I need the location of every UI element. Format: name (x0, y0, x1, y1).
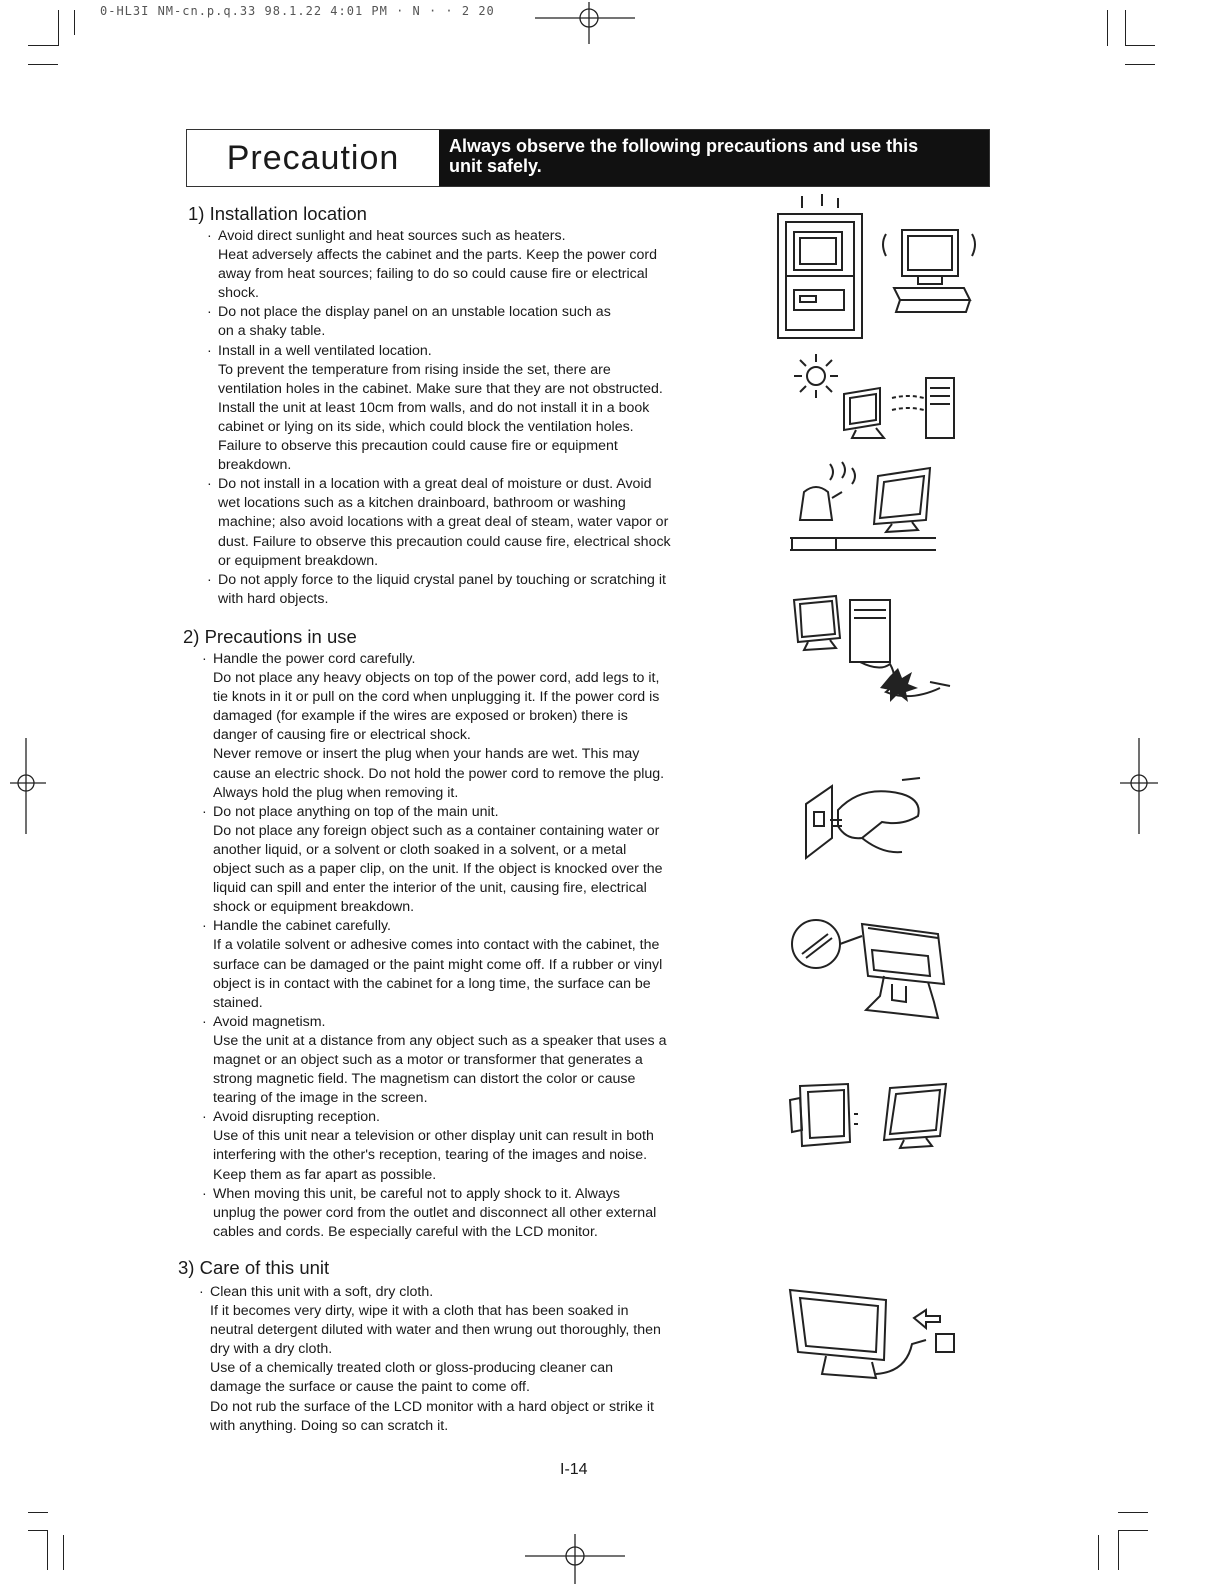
text-line: Use of a chemically treated cloth or gloss-producing cleaner can (210, 1360, 613, 1377)
list-item (200, 1283, 765, 1436)
sun-heater-illustration (780, 348, 970, 448)
list-item (208, 342, 768, 476)
text-line: · Clean this unit with a soft, dry cloth. (210, 1284, 434, 1300)
text-line: object is in contact with the cabinet for a long time, the surface can be (213, 975, 651, 992)
banner-line: Always observe the following precautions and use this (449, 136, 919, 156)
text-line: another liquid, or a solvent or cloth soaked in a solvent, or a metal (213, 841, 627, 858)
text-line: · Do not apply force to the liquid crystal panel by touching or scratching it (218, 571, 666, 588)
crop-mark (1098, 1535, 1099, 1570)
text-line: Do not rub the surface of the LCD monitor with a hard object or strike it (210, 1398, 654, 1415)
section-title-installation: 1) Installation location (188, 203, 367, 224)
precaution-header (186, 129, 990, 187)
crop-mark (1118, 1530, 1119, 1570)
text-line: shock or equipment breakdown. (213, 899, 415, 916)
power-cord-damage-illustration (790, 592, 960, 712)
text-line: If it becomes very dirty, wipe it with a cloth that has been soaked in (210, 1303, 629, 1320)
text-line: Do not place any heavy objects on top of the power cord, add legs to it, (213, 670, 660, 687)
use-bullets (203, 650, 768, 1242)
text-line: Always hold the plug when removing it. (213, 784, 459, 801)
text-line: machine; also avoid locations with a great deal of steam, water vapor or (218, 514, 669, 531)
crop-mark (58, 10, 59, 46)
list-item (203, 803, 768, 918)
text-line: cables and cords. Be especially careful with the LCD monitor. (213, 1223, 598, 1240)
solvent-cabinet-illustration (788, 914, 958, 1034)
crop-mark (74, 10, 75, 35)
list-item (203, 650, 768, 803)
text-line: or equipment breakdown. (218, 552, 379, 569)
text-line: Never remove or insert the plug when your hands are wet. This may (213, 746, 640, 763)
text-line: damage the surface or cause the paint to come off. (210, 1379, 530, 1396)
text-line: dust. Failure to observe this precaution could cause fire, electrical shock (218, 533, 671, 550)
header-banner (439, 130, 989, 186)
text-line: If a volatile solvent or adhesive comes into contact with the cabinet, the (213, 937, 660, 954)
registration-mark-top (535, 0, 645, 50)
text-line: away from heat sources; failing to do so could cause fire or electrical (218, 266, 648, 283)
text-line: Do not place any foreign object such as a container containing water or (213, 822, 660, 839)
text-line: To prevent the temperature from rising inside the set, there are (218, 361, 611, 378)
text-line: interfering with the other's reception, tearing of the images and noise. (213, 1147, 648, 1164)
text-line: on a shaky table. (218, 323, 326, 340)
registration-mark-bottom (525, 1530, 635, 1584)
text-line: danger of causing fire or electrical shock. (213, 727, 471, 744)
text-line: Install the unit at least 10cm from walls, and do not install it in a book (218, 399, 650, 416)
text-line: strong magnetic field. The magnetism can distort the color or cause (213, 1071, 636, 1088)
text-line: ventilation holes in the cabinet. Make sure that they are not obstructed. (218, 380, 663, 397)
crop-mark (1125, 45, 1155, 46)
text-line: · When moving this unit, be careful not to apply shock to it. Always (213, 1185, 620, 1202)
list-item (208, 227, 768, 303)
care-bullets (200, 1283, 765, 1436)
crop-mark (47, 1530, 48, 1570)
list-item (208, 571, 768, 609)
page-title: Precaution (226, 138, 400, 177)
text-line: with anything. Doing so can scratch it. (210, 1417, 449, 1434)
text-line: · Handle the cabinet carefully. (213, 918, 391, 935)
text-line: Use of this unit near a television or other display unit can result in both (213, 1128, 654, 1145)
list-item (203, 1013, 768, 1108)
crop-mark (28, 64, 58, 65)
text-line: breakdown. (218, 457, 292, 474)
text-line: unplug the power cord from the outlet and disconnect all other external (213, 1204, 657, 1221)
monitor-on-stack-illustration (878, 222, 978, 322)
unplug-monitor-illustration (786, 1282, 966, 1392)
text-line: tearing of the image in the screen. (213, 1090, 428, 1107)
list-item (203, 917, 768, 1012)
text-line: tie knots in it or pull on the cord when unplugging it. If the power cord is (213, 689, 660, 706)
wet-hand-plug-illustration (802, 776, 932, 876)
crop-mark (1118, 1512, 1148, 1513)
text-line: · Avoid magnetism. (213, 1013, 326, 1030)
crop-mark (28, 45, 58, 46)
installation-bullets (208, 227, 768, 609)
cabinet-monitor-illustration (772, 192, 872, 342)
text-line: damaged (for example if the wires are exposed or broken) there is (213, 708, 628, 725)
text-line: · Install in a well ventilated location. (218, 342, 432, 359)
crop-mark (1125, 64, 1155, 65)
list-item (208, 303, 768, 341)
text-line: wet locations such as a kitchen drainboard, bathroom or washing (218, 495, 626, 512)
crop-mark (1125, 10, 1126, 46)
section-title-care: 3) Care of this unit (178, 1257, 330, 1278)
text-line: · Do not place the display panel on an unstable location such as (218, 304, 611, 321)
crop-mark (1118, 1530, 1148, 1531)
text-line: cause an electric shock. Do not hold the power cord to remove the plug. (213, 765, 665, 782)
text-line: · Do not place anything on top of the main unit. (213, 803, 499, 820)
text-line: stained. (213, 994, 263, 1011)
list-item (203, 1108, 768, 1184)
text-line: surface can be damaged or the paint might come off. If a rubber or vinyl (213, 956, 663, 973)
text-line: · Avoid disrupting reception. (213, 1109, 380, 1126)
crop-mark (63, 1535, 64, 1570)
crop-mark (1107, 10, 1108, 46)
print-slug: 0-HL3I NM-cn.p.q.33 98.1.22 4:01 PM · N · · 2 20 (100, 4, 495, 18)
text-line: shock. (218, 285, 260, 302)
text-line: · Handle the power cord carefully. (213, 651, 416, 667)
tv-interference-illustration (786, 1080, 956, 1160)
text-line: dry with a dry cloth. (210, 1341, 333, 1358)
registration-mark-right (1118, 738, 1158, 838)
text-line: · Avoid direct sunlight and heat sources such as heaters. (218, 228, 566, 244)
banner-line: unit safely. (449, 156, 542, 176)
text-line: cabinet or lying on its side, which could block the ventilation holes. (218, 418, 634, 435)
list-item (203, 1185, 768, 1242)
registration-mark-left (10, 738, 50, 838)
crop-mark (28, 1512, 48, 1513)
text-line: Use the unit at a distance from any object such as a speaker that uses a (213, 1032, 667, 1049)
text-line: neutral detergent diluted with water and then wrung out thoroughly, then (210, 1322, 661, 1339)
text-line: Keep them as far apart as possible. (213, 1166, 437, 1183)
crop-mark (28, 1530, 48, 1531)
text-line: Failure to observe this precaution could cause fire or equipment (218, 438, 618, 455)
text-line: magnet or an object such as a motor or transformer that generates a (213, 1051, 643, 1068)
text-line: with hard objects. (218, 590, 329, 607)
text-line: object such as a paper clip, on the unit. If the object is knocked over the (213, 861, 663, 878)
section-title-precautions-in-use: 2) Precautions in use (183, 626, 357, 647)
page-number: I-14 (560, 1461, 588, 1478)
text-line: liquid can spill and enter the interior of the unit, causing fire, electrical (213, 880, 647, 897)
list-item (208, 475, 768, 570)
text-line: Heat adversely affects the cabinet and the parts. Keep the power cord (218, 247, 658, 264)
text-line: · Do not install in a location with a great deal of moisture or dust. Avoid (218, 476, 652, 493)
kettle-steam-illustration (786, 458, 946, 558)
